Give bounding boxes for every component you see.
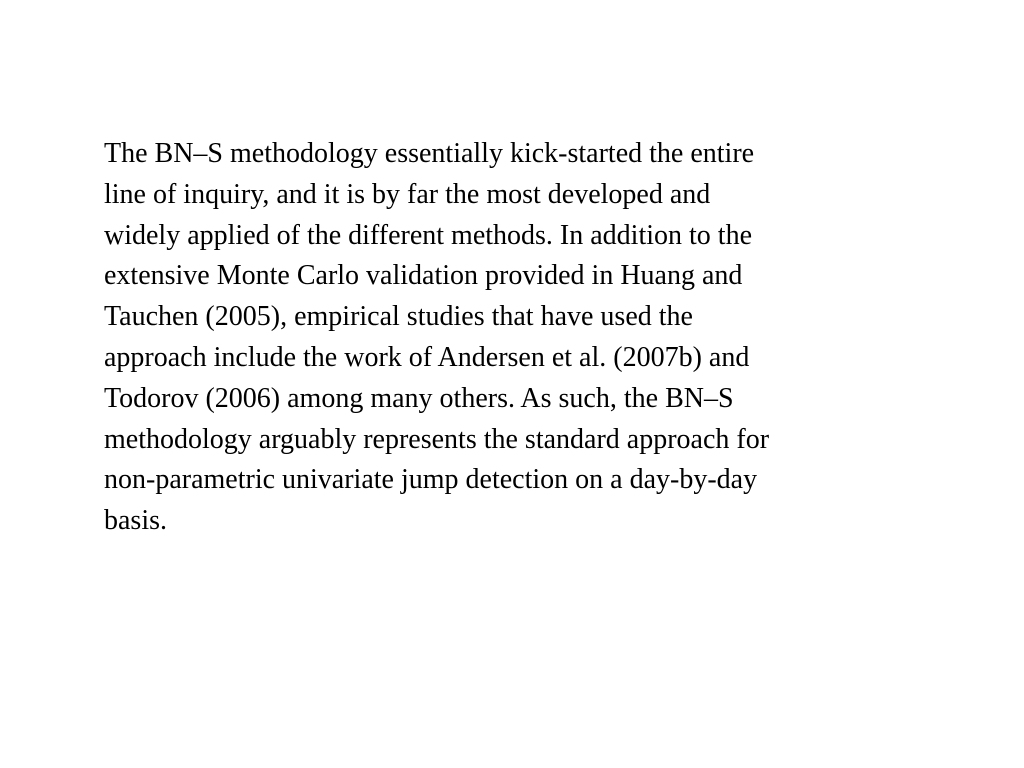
paragraph-line: basis.: [104, 505, 167, 537]
paragraph-line: widely applied of the different methods. In addition to the: [104, 219, 752, 251]
paragraph-line: extensive Monte Carlo validation provided in Huang and: [104, 260, 743, 292]
paragraph-line: Tauchen (2005), empirical studies that have used the: [104, 301, 693, 333]
paragraph-line: methodology arguably represents the standard approach for: [104, 423, 770, 455]
paragraph-line: Todorov (2006) among many others. As such, the BN–S: [104, 382, 734, 414]
paragraph-line: approach include the work of Andersen et al. (2007b) and: [104, 341, 750, 373]
paragraph-line: The BN–S methodology essentially kick-started the entire: [104, 138, 755, 169]
body-paragraph: [104, 134, 934, 542]
paragraph-line: line of inquiry, and it is by far the most developed and: [104, 178, 711, 210]
paragraph-line: non-parametric univariate jump detection on a day-by-day: [104, 464, 758, 496]
